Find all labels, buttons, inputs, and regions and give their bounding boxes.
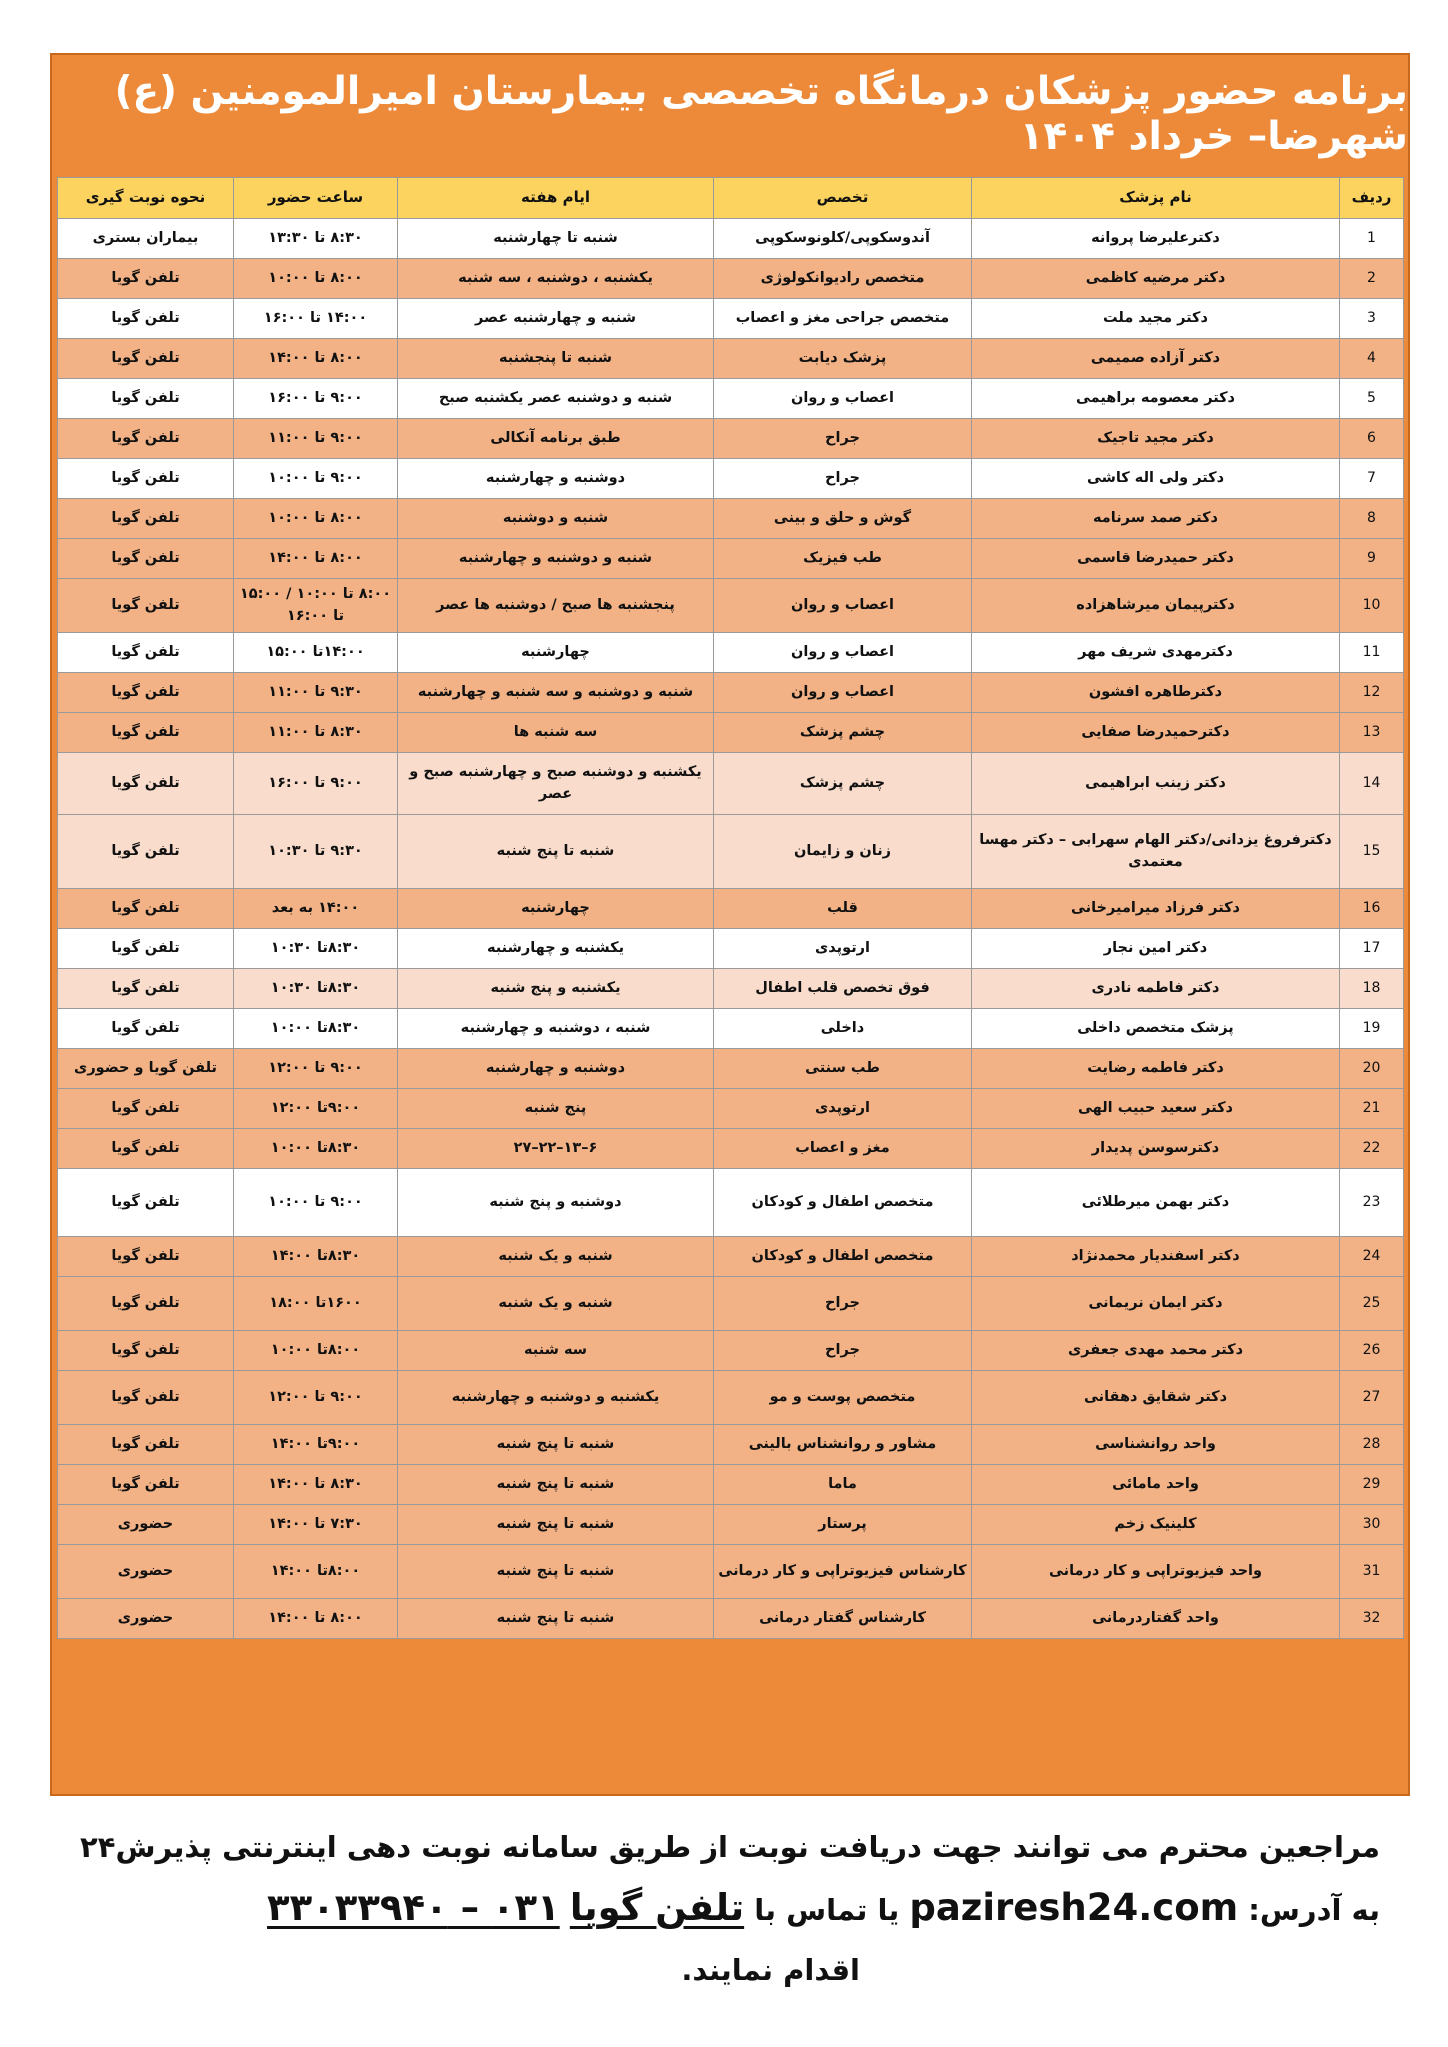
doctor-cell: دکتر فرزاد میرامیرخانی bbox=[972, 889, 1340, 929]
table-row bbox=[58, 419, 1404, 459]
method-cell: تلفن گویا bbox=[58, 259, 234, 299]
hours-cell: ۹:۳۰ تا ۱۰:۳۰ bbox=[234, 815, 398, 889]
row-number-cell: 29 bbox=[1340, 1465, 1404, 1505]
row-number-cell: 24 bbox=[1340, 1237, 1404, 1277]
method-cell: حضوری bbox=[58, 1545, 234, 1599]
hours-cell: ۱۴:۰۰ تا ۱۶:۰۰ bbox=[234, 299, 398, 339]
hours-cell: ۸:۳۰تا ۱۰:۳۰ bbox=[234, 969, 398, 1009]
header-doctor: نام پزشک bbox=[972, 178, 1340, 219]
specialty-cell: متخصص پوست و مو bbox=[714, 1371, 972, 1425]
row-number-cell: 6 bbox=[1340, 419, 1404, 459]
table-row bbox=[58, 1049, 1404, 1089]
doctor-cell: دکتر فاطمه رضایت bbox=[972, 1049, 1340, 1089]
days-cell: چهارشنبه bbox=[398, 633, 714, 673]
hours-cell: ۸:۳۰تا ۱۰:۰۰ bbox=[234, 1129, 398, 1169]
row-number-cell: 21 bbox=[1340, 1089, 1404, 1129]
phone-label: تلفن گویا bbox=[569, 1886, 745, 1929]
specialty-cell: متخصص اطفال و کودکان bbox=[714, 1237, 972, 1277]
table-row bbox=[58, 969, 1404, 1009]
table-row bbox=[58, 379, 1404, 419]
table-row bbox=[58, 753, 1404, 815]
row-number-cell: 30 bbox=[1340, 1505, 1404, 1545]
hours-cell: ۸:۳۰ تا ۱۳:۳۰ bbox=[234, 219, 398, 259]
specialty-cell: گوش و حلق و بینی bbox=[714, 499, 972, 539]
doctor-cell: دکتر سعید حبیب الهی bbox=[972, 1089, 1340, 1129]
doctor-cell: کلینیک زخم bbox=[972, 1505, 1340, 1545]
method-cell: تلفن گویا bbox=[58, 419, 234, 459]
method-cell: تلفن گویا bbox=[58, 713, 234, 753]
hours-cell: ۸:۰۰ تا ۱۴:۰۰ bbox=[234, 539, 398, 579]
method-cell: تلفن گویا bbox=[58, 1129, 234, 1169]
days-cell: شنبه و دوشنبه bbox=[398, 499, 714, 539]
table-row bbox=[58, 259, 1404, 299]
specialty-cell: مشاور و روانشناس بالینی bbox=[714, 1425, 972, 1465]
hours-cell: ۹:۰۰ تا ۱۶:۰۰ bbox=[234, 753, 398, 815]
method-cell: تلفن گویا bbox=[58, 889, 234, 929]
hours-cell: ۸:۰۰تا ۱۰:۰۰ bbox=[234, 1331, 398, 1371]
method-cell: تلفن گویا bbox=[58, 459, 234, 499]
doctor-cell: دکتر مجید ملت bbox=[972, 299, 1340, 339]
header-days: ایام هفته bbox=[398, 178, 714, 219]
hours-cell: ۹:۰۰ تا ۱۶:۰۰ bbox=[234, 379, 398, 419]
method-cell: حضوری bbox=[58, 1599, 234, 1639]
table-row bbox=[58, 1009, 1404, 1049]
doctor-cell: پزشک متخصص داخلی bbox=[972, 1009, 1340, 1049]
days-cell: شنبه و دوشنبه عصر یکشنبه صبح bbox=[398, 379, 714, 419]
doctor-cell: دکتر معصومه براهیمی bbox=[972, 379, 1340, 419]
method-cell: بیماران بستری bbox=[58, 219, 234, 259]
table-row bbox=[58, 459, 1404, 499]
table-row bbox=[58, 1545, 1404, 1599]
row-number-cell: 27 bbox=[1340, 1371, 1404, 1425]
days-cell: یکشنبه ، دوشنبه ، سه شنبه bbox=[398, 259, 714, 299]
specialty-cell: جراح bbox=[714, 1277, 972, 1331]
method-cell: تلفن گویا bbox=[58, 539, 234, 579]
method-cell: تلفن گویا bbox=[58, 499, 234, 539]
days-cell: یکشنبه و دوشنبه صبح و چهارشنبه صبح و عصر bbox=[398, 753, 714, 815]
hours-cell: ۷:۳۰ تا ۱۴:۰۰ bbox=[234, 1505, 398, 1545]
row-number-cell: 17 bbox=[1340, 929, 1404, 969]
hours-cell: ۹:۳۰ تا ۱۱:۰۰ bbox=[234, 673, 398, 713]
footer-line-3: اقدام نمایند. bbox=[681, 1953, 860, 1987]
doctor-cell: دکتر مرضیه کاظمی bbox=[972, 259, 1340, 299]
hours-cell: ۸:۰۰ تا ۱۰:۰۰ / ۱۵:۰۰ تا ۱۶:۰۰ bbox=[234, 579, 398, 633]
specialty-cell: مغز و اعصاب bbox=[714, 1129, 972, 1169]
row-number-cell: 18 bbox=[1340, 969, 1404, 1009]
hours-cell: ۸:۳۰تا ۱۰:۳۰ bbox=[234, 929, 398, 969]
table-row bbox=[58, 539, 1404, 579]
method-cell: حضوری bbox=[58, 1505, 234, 1545]
hours-cell: ۸:۰۰ تا ۱۴:۰۰ bbox=[234, 1599, 398, 1639]
doctor-cell: دکتر ایمان نریمانی bbox=[972, 1277, 1340, 1331]
specialty-cell: فوق تخصص قلب اطفال bbox=[714, 969, 972, 1009]
specialty-cell: اعصاب و روان bbox=[714, 633, 972, 673]
table-row bbox=[58, 219, 1404, 259]
row-number-cell: 5 bbox=[1340, 379, 1404, 419]
doctor-cell: دکتر فاطمه نادری bbox=[972, 969, 1340, 1009]
doctor-cell: دکترطاهره افشون bbox=[972, 673, 1340, 713]
days-cell: شنبه تا پنج شنبه bbox=[398, 1425, 714, 1465]
schedule-table bbox=[57, 177, 1404, 1639]
table-row bbox=[58, 299, 1404, 339]
specialty-cell: اعصاب و روان bbox=[714, 379, 972, 419]
specialty-cell: متخصص اطفال و کودکان bbox=[714, 1169, 972, 1237]
method-cell: تلفن گویا bbox=[58, 1331, 234, 1371]
footer-notice bbox=[60, 1820, 1380, 1996]
days-cell: طبق برنامه آنکالی bbox=[398, 419, 714, 459]
specialty-cell: اعصاب و روان bbox=[714, 579, 972, 633]
row-number-cell: 31 bbox=[1340, 1545, 1404, 1599]
hours-cell: ۹:۰۰ تا ۱۰:۰۰ bbox=[234, 1169, 398, 1237]
row-number-cell: 2 bbox=[1340, 259, 1404, 299]
hours-cell: ۸:۰۰ تا ۱۴:۰۰ bbox=[234, 339, 398, 379]
specialty-cell: چشم پزشک bbox=[714, 753, 972, 815]
doctor-cell: واحد مامائی bbox=[972, 1465, 1340, 1505]
footer-or-call: یا تماس با bbox=[754, 1893, 900, 1927]
hours-cell: ۹:۰۰ تا ۱۲:۰۰ bbox=[234, 1371, 398, 1425]
table-row bbox=[58, 1089, 1404, 1129]
doctor-cell: دکتر آزاده صمیمی bbox=[972, 339, 1340, 379]
days-cell: سه شنبه ها bbox=[398, 713, 714, 753]
table-row bbox=[58, 889, 1404, 929]
days-cell: دوشنبه و پنج شنبه bbox=[398, 1169, 714, 1237]
doctor-cell: واحد فیزیوتراپی و کار درمانی bbox=[972, 1545, 1340, 1599]
hours-cell: ۹:۰۰ تا ۱۱:۰۰ bbox=[234, 419, 398, 459]
hours-cell: ۸:۳۰تا ۱۰:۰۰ bbox=[234, 1009, 398, 1049]
days-cell: شنبه تا پنج شنبه bbox=[398, 815, 714, 889]
method-cell: تلفن گویا و حضوری bbox=[58, 1049, 234, 1089]
hours-cell: ۱۴:۰۰تا ۱۵:۰۰ bbox=[234, 633, 398, 673]
method-cell: تلفن گویا bbox=[58, 929, 234, 969]
days-cell: پنج شنبه bbox=[398, 1089, 714, 1129]
days-cell: ۶–۱۳–۲۲–۲۷ bbox=[398, 1129, 714, 1169]
hours-cell: ۱۶۰۰تا ۱۸:۰۰ bbox=[234, 1277, 398, 1331]
header-method: نحوه نوبت گیری bbox=[58, 178, 234, 219]
method-cell: تلفن گویا bbox=[58, 379, 234, 419]
doctor-cell: دکتر ولی اله کاشی bbox=[972, 459, 1340, 499]
days-cell: یکشنبه و پنج شنبه bbox=[398, 969, 714, 1009]
phone-number[interactable]: ۰۳۱ – ۳۳۰۳۳۹۴۰ bbox=[267, 1886, 560, 1929]
row-number-cell: 13 bbox=[1340, 713, 1404, 753]
days-cell: چهارشنبه bbox=[398, 889, 714, 929]
doctor-cell: واحد روانشناسی bbox=[972, 1425, 1340, 1465]
specialty-cell: داخلی bbox=[714, 1009, 972, 1049]
days-cell: شنبه و دوشنبه و سه شنبه و چهارشنبه bbox=[398, 673, 714, 713]
table-row bbox=[58, 499, 1404, 539]
row-number-cell: 16 bbox=[1340, 889, 1404, 929]
hours-cell: ۸:۳۰ تا ۱۴:۰۰ bbox=[234, 1465, 398, 1505]
header-row-number: ردیف bbox=[1340, 178, 1404, 219]
doctor-cell: دکتر مجید تاجیک bbox=[972, 419, 1340, 459]
row-number-cell: 11 bbox=[1340, 633, 1404, 673]
method-cell: تلفن گویا bbox=[58, 1009, 234, 1049]
method-cell: تلفن گویا bbox=[58, 633, 234, 673]
hours-cell: ۱۴:۰۰ به بعد bbox=[234, 889, 398, 929]
doctor-cell: دکترفروغ یزدانی/دکتر الهام سهرابی – دکتر مهسا معتمدی bbox=[972, 815, 1340, 889]
doctor-cell: دکترمهدی شریف مهر bbox=[972, 633, 1340, 673]
method-cell: تلفن گویا bbox=[58, 339, 234, 379]
table-row bbox=[58, 1505, 1404, 1545]
doctor-cell: دکتر امین نجار bbox=[972, 929, 1340, 969]
row-number-cell: 19 bbox=[1340, 1009, 1404, 1049]
method-cell: تلفن گویا bbox=[58, 1237, 234, 1277]
table-row bbox=[58, 579, 1404, 633]
header-specialty: تخصص bbox=[714, 178, 972, 219]
website-link[interactable]: paziresh24.com bbox=[909, 1886, 1239, 1929]
specialty-cell: طب فیزیک bbox=[714, 539, 972, 579]
specialty-cell: جراح bbox=[714, 419, 972, 459]
hours-cell: ۸:۰۰تا ۱۴:۰۰ bbox=[234, 1545, 398, 1599]
days-cell: پنجشنبه ها صبح / دوشنبه ها عصر bbox=[398, 579, 714, 633]
specialty-cell: جراح bbox=[714, 1331, 972, 1371]
doctor-cell: دکتر شقایق دهقانی bbox=[972, 1371, 1340, 1425]
doctor-cell: دکتر حمیدرضا قاسمی bbox=[972, 539, 1340, 579]
specialty-cell: آندوسکوپی/کلونوسکوپی bbox=[714, 219, 972, 259]
method-cell: تلفن گویا bbox=[58, 1089, 234, 1129]
method-cell: تلفن گویا bbox=[58, 299, 234, 339]
table-row bbox=[58, 1599, 1404, 1639]
table-row bbox=[58, 1465, 1404, 1505]
specialty-cell: ارتوپدی bbox=[714, 1089, 972, 1129]
footer-line-2 bbox=[60, 1874, 1380, 1944]
row-number-cell: 23 bbox=[1340, 1169, 1404, 1237]
table-row bbox=[58, 1169, 1404, 1237]
row-number-cell: 7 bbox=[1340, 459, 1404, 499]
days-cell: شنبه تا پنج شنبه bbox=[398, 1505, 714, 1545]
method-cell: تلفن گویا bbox=[58, 815, 234, 889]
doctor-cell: دکتر اسفندیار محمدنژاد bbox=[972, 1237, 1340, 1277]
specialty-cell: ماما bbox=[714, 1465, 972, 1505]
doctor-cell: دکتر محمد مهدی جعفری bbox=[972, 1331, 1340, 1371]
doctor-cell: دکتر زینب ابراهیمی bbox=[972, 753, 1340, 815]
table-row bbox=[58, 929, 1404, 969]
doctor-cell: دکترعلیرضا پروانه bbox=[972, 219, 1340, 259]
specialty-cell: قلب bbox=[714, 889, 972, 929]
doctor-cell: دکترسوسن پدیدار bbox=[972, 1129, 1340, 1169]
row-number-cell: 15 bbox=[1340, 815, 1404, 889]
days-cell: سه شنبه bbox=[398, 1331, 714, 1371]
table-row bbox=[58, 1129, 1404, 1169]
row-number-cell: 26 bbox=[1340, 1331, 1404, 1371]
table-row bbox=[58, 1371, 1404, 1425]
method-cell: تلفن گویا bbox=[58, 1371, 234, 1425]
hours-cell: ۹:۰۰تا ۱۴:۰۰ bbox=[234, 1425, 398, 1465]
days-cell: شنبه تا پنجشنبه bbox=[398, 339, 714, 379]
method-cell: تلفن گویا bbox=[58, 969, 234, 1009]
table-row bbox=[58, 339, 1404, 379]
hours-cell: ۹:۰۰تا ۱۲:۰۰ bbox=[234, 1089, 398, 1129]
table-row bbox=[58, 1277, 1404, 1331]
days-cell: شنبه تا پنج شنبه bbox=[398, 1599, 714, 1639]
table-row bbox=[58, 1425, 1404, 1465]
header-hours: ساعت حضور bbox=[234, 178, 398, 219]
hours-cell: ۸:۰۰ تا ۱۰:۰۰ bbox=[234, 499, 398, 539]
hours-cell: ۸:۳۰ تا ۱۱:۰۰ bbox=[234, 713, 398, 753]
method-cell: تلفن گویا bbox=[58, 1425, 234, 1465]
table-row bbox=[58, 1331, 1404, 1371]
doctor-cell: دکتر بهمن میرطلائی bbox=[972, 1169, 1340, 1237]
days-cell: شنبه تا چهارشنبه bbox=[398, 219, 714, 259]
table-row bbox=[58, 633, 1404, 673]
days-cell: دوشنبه و چهارشنبه bbox=[398, 1049, 714, 1089]
hours-cell: ۸:۰۰ تا ۱۰:۰۰ bbox=[234, 259, 398, 299]
schedule-frame bbox=[50, 53, 1410, 1796]
specialty-cell: طب سنتی bbox=[714, 1049, 972, 1089]
row-number-cell: 10 bbox=[1340, 579, 1404, 633]
table-row bbox=[58, 1237, 1404, 1277]
days-cell: دوشنبه و چهارشنبه bbox=[398, 459, 714, 499]
specialty-cell: چشم پزشک bbox=[714, 713, 972, 753]
row-number-cell: 8 bbox=[1340, 499, 1404, 539]
specialty-cell: پزشک دیابت bbox=[714, 339, 972, 379]
row-number-cell: 32 bbox=[1340, 1599, 1404, 1639]
row-number-cell: 25 bbox=[1340, 1277, 1404, 1331]
days-cell: شنبه و دوشنبه و چهارشنبه bbox=[398, 539, 714, 579]
specialty-cell: جراح bbox=[714, 459, 972, 499]
row-number-cell: 12 bbox=[1340, 673, 1404, 713]
days-cell: شنبه تا پنج شنبه bbox=[398, 1465, 714, 1505]
doctor-cell: دکترپیمان میرشاهزاده bbox=[972, 579, 1340, 633]
table-row bbox=[58, 673, 1404, 713]
footer-line-1: مراجعین محترم می توانند جهت دریافت نوبت از طریق سامانه نوبت دهی اینترنتی پذیرش۲۴ bbox=[80, 1830, 1380, 1864]
method-cell: تلفن گویا bbox=[58, 579, 234, 633]
specialty-cell: ارتوپدی bbox=[714, 929, 972, 969]
days-cell: یکشنبه و چهارشنبه bbox=[398, 929, 714, 969]
days-cell: شنبه تا پنج شنبه bbox=[398, 1545, 714, 1599]
specialty-cell: کارشناس فیزیوتراپی و کار درمانی bbox=[714, 1545, 972, 1599]
days-cell: یکشنبه و دوشنبه و چهارشنبه bbox=[398, 1371, 714, 1425]
row-number-cell: 22 bbox=[1340, 1129, 1404, 1169]
doctor-cell: دکتر صمد سرنامه bbox=[972, 499, 1340, 539]
days-cell: شنبه و یک شنبه bbox=[398, 1237, 714, 1277]
row-number-cell: 14 bbox=[1340, 753, 1404, 815]
row-number-cell: 3 bbox=[1340, 299, 1404, 339]
row-number-cell: 28 bbox=[1340, 1425, 1404, 1465]
specialty-cell: پرستار bbox=[714, 1505, 972, 1545]
specialty-cell: زنان و زایمان bbox=[714, 815, 972, 889]
method-cell: تلفن گویا bbox=[58, 1169, 234, 1237]
doctor-cell: دکترحمیدرضا صفایی bbox=[972, 713, 1340, 753]
page-title: برنامه حضور پزشکان درمانگاه تخصصی بیمارستان امیرالمومنین (ع) شهرضا– خرداد ۱۴۰۴ bbox=[114, 69, 1408, 159]
method-cell: تلفن گویا bbox=[58, 1465, 234, 1505]
hours-cell: ۸:۳۰تا ۱۴:۰۰ bbox=[234, 1237, 398, 1277]
row-number-cell: 20 bbox=[1340, 1049, 1404, 1089]
days-cell: شنبه و یک شنبه bbox=[398, 1277, 714, 1331]
days-cell: شنبه ، دوشنبه و چهارشنبه bbox=[398, 1009, 714, 1049]
specialty-cell: متخصص رادیوانکولوژی bbox=[714, 259, 972, 299]
method-cell: تلفن گویا bbox=[58, 1277, 234, 1331]
hours-cell: ۹:۰۰ تا ۱۰:۰۰ bbox=[234, 459, 398, 499]
hours-cell: ۹:۰۰ تا ۱۲:۰۰ bbox=[234, 1049, 398, 1089]
days-cell: شنبه و چهارشنبه عصر bbox=[398, 299, 714, 339]
specialty-cell: اعصاب و روان bbox=[714, 673, 972, 713]
row-number-cell: 1 bbox=[1340, 219, 1404, 259]
method-cell: تلفن گویا bbox=[58, 753, 234, 815]
method-cell: تلفن گویا bbox=[58, 673, 234, 713]
row-number-cell: 9 bbox=[1340, 539, 1404, 579]
doctor-cell: واحد گفتاردرمانی bbox=[972, 1599, 1340, 1639]
specialty-cell: متخصص جراحی مغز و اعصاب bbox=[714, 299, 972, 339]
table-row bbox=[58, 815, 1404, 889]
row-number-cell: 4 bbox=[1340, 339, 1404, 379]
specialty-cell: کارشناس گفتار درمانی bbox=[714, 1599, 972, 1639]
footer-address-prefix: به آدرس: bbox=[1248, 1893, 1380, 1927]
table-header-row bbox=[58, 178, 1404, 219]
table-row bbox=[58, 713, 1404, 753]
